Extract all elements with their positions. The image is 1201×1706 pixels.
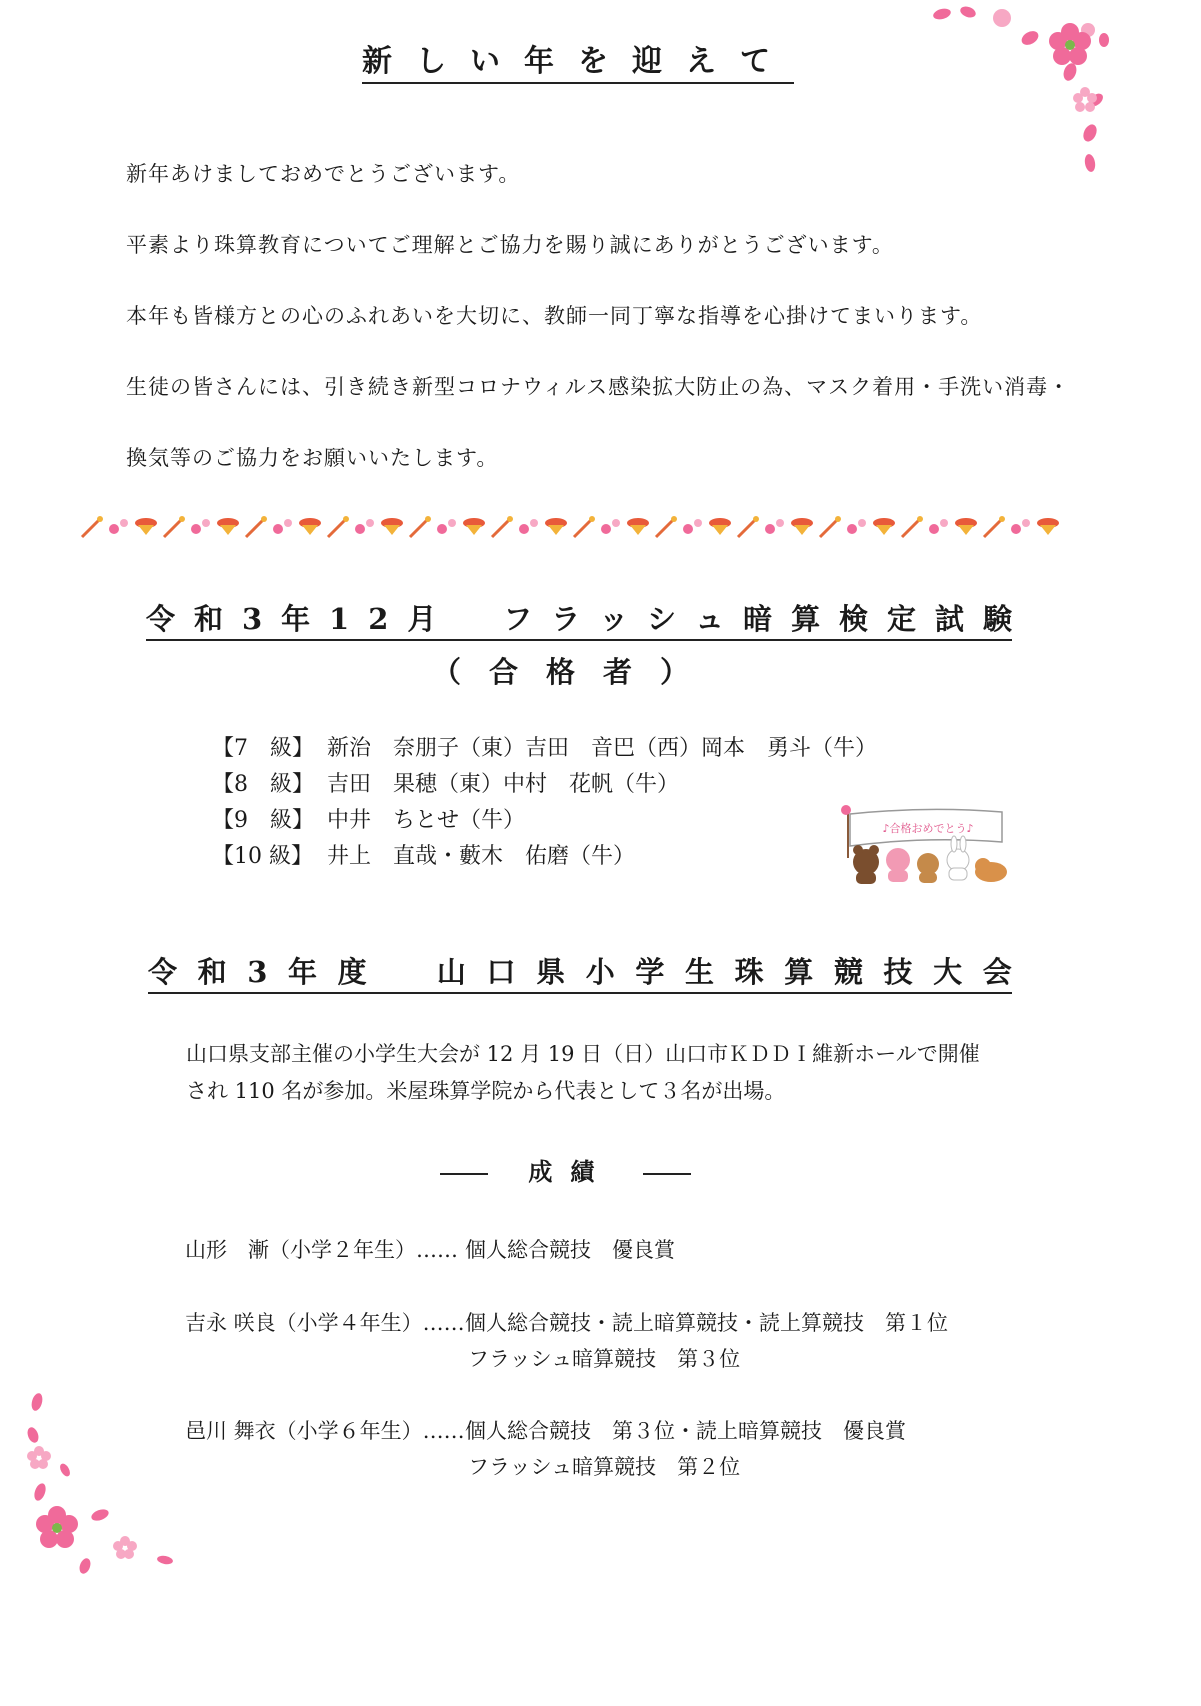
result-line: 個人総合競技・読上暗算競技・読上算競技 第１位 [465,1311,948,1335]
contest-title-char: 学 [635,955,665,989]
newyear-paragraph-2: 平素より珠算教育についてご理解とご協力を賜り誠にありがとうございます。 [126,233,894,257]
flash-exam-title [146,604,1012,641]
level-names: 井上 直哉・藪木 佑磨（牛） [327,844,636,869]
flash-exam-title-char: ッ [599,602,629,636]
newyear-paragraph-1: 新年あけましておめでとうございます。 [126,162,521,186]
contest-title-char: 技 [883,955,913,989]
contest-title-char: 年 [288,955,318,989]
newyear-paragraph-3: 本年も皆様方との心のふれあいを大切に、教師一同丁寧な指導を心掛けてまいります。 [126,304,983,328]
newyear-paragraph-4: 生徒の皆さんには、引き続き新型コロナウィルス感染拡大防止の為、マスク着用・手洗い消毒・ [126,375,1071,399]
sakura-corner-top-right [920,0,1201,190]
level-row [212,767,679,798]
flash-exam-title-char: 暗 [743,602,773,636]
results-heading: 成績 [440,1152,691,1187]
result-line: 個人総合競技 優良賞 [465,1238,675,1262]
contest-title-char: 算 [784,955,814,989]
dash-left [440,1173,488,1175]
contest-title-char: 競 [833,955,863,989]
contest-title-char [387,957,416,989]
flash-exam-title-char: ュ [695,602,725,636]
level-grade: 【9 級】 [212,808,314,833]
contest-description-line-2: され 110 名が参加。米屋珠算学院から代表として３名が出場。 [186,1079,786,1103]
contest-title-char: 会 [982,955,1012,989]
contest-title-char: 県 [536,955,566,989]
decorative-border [80,505,1070,545]
level-row [212,803,525,834]
flash-exam-title-char: 2 [368,602,389,636]
level-grade: 【7 級】 [212,736,314,761]
contest-title-char: 生 [685,955,715,989]
flash-exam-title-char: 和 [193,602,223,636]
flash-exam-title-char: 試 [934,602,964,636]
level-names: 中井 ちとせ（牛） [327,808,526,833]
level-row [212,839,635,870]
contest-title-char: 度 [337,955,367,989]
level-grade: 【8 級】 [212,772,314,797]
congratulations-illustration [836,800,1016,890]
newyear-paragraph-5: 換気等のご協力をお願いいたします。 [126,446,499,470]
flash-exam-title-char: 定 [887,602,917,636]
flash-exam-title-char: 3 [241,602,263,636]
flash-exam-title-char: シ [647,602,677,636]
contest-title-char: 大 [933,955,963,989]
banner-text: ♪合格おめでとう♪ [882,822,974,835]
result-student-name: 山形 漸（小学２年生）…… [185,1238,458,1262]
dash-right [643,1173,691,1175]
sakura-corner-bottom-left [15,1390,215,1706]
contest-description-line-1: 山口県支部主催の小学生大会が 12 月 19 日（日）山口市ＫＤＤＩ維新ホールで開催 [186,1042,980,1066]
flash-exam-title-char: 験 [982,602,1012,636]
result-line: フラッシュ暗算競技 第２位 [468,1455,741,1479]
result-student-name: 邑川 舞衣（小学６年生）…… [185,1419,465,1443]
result-line: フラッシュ暗算競技 第３位 [468,1347,741,1371]
level-names: 新治 奈朋子（東）吉田 音巴（西）岡本 勇斗（牛） [327,736,878,761]
contest-title-char: 令 [148,955,178,989]
flash-exam-title-char: 1 [329,602,350,636]
flash-exam-title-char: 算 [791,602,821,636]
result-student-name: 吉永 咲良（小学４年生）…… [185,1311,465,1335]
flash-exam-subtitle: （合格者） [432,655,718,689]
flash-exam-title-char: フ [503,602,533,636]
contest-title-char: 山 [436,955,466,989]
contest-title-char: 口 [486,955,516,989]
contest-title-char: 3 [247,955,268,989]
result-line: 個人総合競技 第３位・読上暗算競技 優良賞 [465,1419,906,1443]
flash-exam-title-char: 月 [407,602,437,636]
contest-title [148,957,1012,994]
flash-exam-title-char: 年 [281,602,311,636]
flash-exam-title-char [455,604,484,636]
level-row [212,731,877,762]
contest-title-char: 珠 [734,955,764,989]
contest-title-char: 小 [585,955,615,989]
contest-title-char: 和 [197,955,227,989]
level-names: 吉田 果穂（東）中村 花帆（牛） [327,772,680,797]
flash-exam-title-char: 令 [146,602,176,636]
newyear-title: 新しい年を迎えて [362,45,794,84]
level-grade: 【10 級】 [212,844,313,869]
flash-exam-title-char: ラ [551,602,581,636]
flash-exam-title-char: 検 [839,602,869,636]
